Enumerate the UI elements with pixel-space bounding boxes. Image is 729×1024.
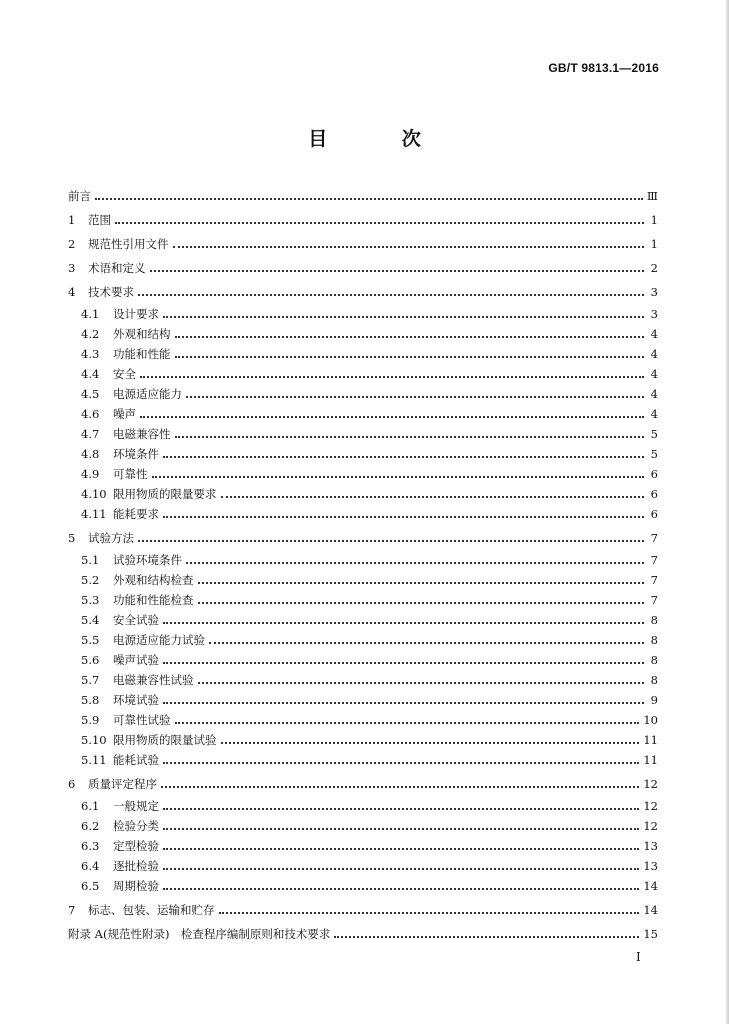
toc-entry[interactable] (81, 670, 658, 690)
dot-leader (198, 581, 645, 584)
toc-entry[interactable] (81, 550, 658, 570)
toc-entry-page: 4 (650, 327, 658, 341)
toc-entry-number: 4.6 (81, 407, 100, 421)
toc-entry-page: 14 (643, 903, 658, 917)
toc-entry-title: 电磁兼容性 (113, 427, 171, 441)
toc-entry[interactable] (68, 924, 658, 944)
toc-entry[interactable] (81, 444, 658, 464)
toc-entry-page: 11 (643, 753, 658, 767)
toc-entry-page: 3 (650, 285, 658, 299)
dot-leader (152, 475, 645, 478)
toc-entry[interactable] (81, 630, 658, 650)
dot-leader (163, 661, 644, 664)
toc-entry[interactable] (81, 344, 658, 364)
toc-entry-title: 外观和结构检查 (113, 573, 194, 587)
toc-entry-number: 6.1 (81, 799, 100, 813)
toc-entry[interactable] (81, 304, 658, 324)
dot-leader (140, 415, 644, 418)
toc-entry-number: 4.1 (81, 307, 100, 321)
toc-entry-number: 6.5 (81, 879, 100, 893)
toc-entry-number: 5.4 (81, 613, 100, 627)
toc-entry-page: 8 (650, 613, 658, 627)
toc-entry[interactable] (81, 364, 658, 384)
toc-entry-number: 6.2 (81, 819, 100, 833)
toc-entry-number: 6.4 (81, 859, 100, 873)
toc-entry-title: 定型检验 (113, 839, 159, 853)
toc-entry-page: 10 (643, 713, 658, 727)
toc-entry-number: 4.4 (81, 367, 100, 381)
toc-entry-number: 5.10 (81, 733, 107, 747)
dot-leader (163, 515, 644, 518)
toc-entry-number: 5.2 (81, 573, 100, 587)
toc-entry-number: 5.6 (81, 653, 100, 667)
toc-entry[interactable] (81, 816, 658, 836)
toc-entry[interactable] (81, 404, 658, 424)
dot-leader (175, 335, 645, 338)
toc-entry-page: 12 (643, 799, 658, 813)
toc-entry-page: 4 (650, 407, 658, 421)
toc-entry-number: 4.2 (81, 327, 100, 341)
toc-entry-page: 1 (650, 213, 658, 227)
dot-leader (115, 221, 644, 224)
toc-entry-page: 7 (650, 553, 658, 567)
dot-leader (138, 293, 644, 296)
toc-entry-page: 12 (643, 819, 658, 833)
toc-entry[interactable] (81, 464, 658, 484)
toc-entry-title: 可靠性 (113, 467, 148, 481)
toc-entry-page: 7 (650, 593, 658, 607)
toc-entry-page: 5 (650, 427, 658, 441)
toc-entry-title: 能耗试验 (113, 753, 159, 767)
toc-entry[interactable] (81, 650, 658, 670)
dot-leader (95, 197, 643, 200)
toc-entry-number: 5.8 (81, 693, 100, 707)
toc-entry-title: 试验方法 (88, 531, 134, 545)
dot-leader (173, 245, 645, 248)
toc-entry-number: 5 (68, 531, 76, 545)
toc-entry[interactable] (68, 774, 658, 794)
toc-entry-number: 4.5 (81, 387, 100, 401)
toc-entry-page: 8 (650, 673, 658, 687)
dot-leader (334, 935, 639, 938)
toc-entry-page: 14 (643, 879, 658, 893)
dot-leader (163, 847, 639, 850)
toc-entry-page: 8 (650, 653, 658, 667)
dot-leader (161, 785, 639, 788)
toc-entry-title: 限用物质的限量试验 (113, 733, 217, 747)
toc-entry-page: 9 (650, 693, 658, 707)
toc-entry-title: 附录 A(规范性附录) 检查程序编制原则和技术要求 (68, 927, 331, 941)
dot-leader (175, 355, 645, 358)
toc-entry-page: 7 (650, 573, 658, 587)
toc-entry-number: 5.1 (81, 553, 100, 567)
toc-entry-page: 13 (643, 859, 658, 873)
dot-leader (198, 601, 645, 604)
toc-entry-title: 术语和定义 (88, 261, 146, 275)
dot-leader (163, 867, 639, 870)
toc-entry-number: 4.3 (81, 347, 100, 361)
toc-entry-page: Ⅲ (646, 189, 658, 203)
toc-entry-page: 1 (650, 237, 658, 251)
toc-entry[interactable] (81, 590, 658, 610)
toc-entry-number: 7 (68, 903, 76, 917)
toc-entry-title: 电源适应能力试验 (113, 633, 205, 647)
toc-entry-page: 3 (650, 307, 658, 321)
page-title: 目 次 (308, 128, 455, 150)
dot-leader (163, 701, 644, 704)
toc-entry-page: 2 (650, 261, 658, 275)
toc-entry-title: 逐批检验 (113, 859, 159, 873)
dot-leader (163, 827, 639, 830)
toc-entry-title: 功能和性能 (113, 347, 171, 361)
toc-entry-number: 6.3 (81, 839, 100, 853)
toc-entry-page: 6 (650, 487, 658, 501)
toc-entry-title: 设计要求 (113, 307, 159, 321)
toc-entry[interactable] (68, 900, 658, 920)
toc-entry[interactable] (81, 570, 658, 590)
toc-entry-title: 环境条件 (113, 447, 159, 461)
toc-entry[interactable] (81, 324, 658, 344)
dot-leader (186, 395, 644, 398)
toc-entry[interactable] (81, 730, 658, 750)
toc-entry-number: 4.9 (81, 467, 100, 481)
toc-entry[interactable] (81, 424, 658, 444)
toc-entry-title: 噪声试验 (113, 653, 159, 667)
toc-entry-page: 4 (650, 347, 658, 361)
toc-entry-page: 11 (643, 733, 658, 747)
toc-entry-title: 范围 (88, 213, 111, 227)
toc-entry-title: 外观和结构 (113, 327, 171, 341)
toc-entry-title: 环境试验 (113, 693, 159, 707)
toc-entry[interactable] (81, 484, 658, 504)
toc-entry-number: 4.8 (81, 447, 100, 461)
toc-entry-title: 规范性引用文件 (88, 237, 169, 251)
toc-entry-number: 4.7 (81, 427, 100, 441)
toc-entry-title: 前言 (68, 189, 91, 203)
dot-leader (163, 621, 644, 624)
toc-entry-page: 6 (650, 507, 658, 521)
toc-entry-title: 周期检验 (113, 879, 159, 893)
toc-entry[interactable] (81, 710, 658, 730)
dot-leader (150, 269, 645, 272)
toc-entry-title: 质量评定程序 (88, 777, 157, 791)
dot-leader (221, 495, 645, 498)
toc-entry[interactable] (81, 384, 658, 404)
toc-entry-page: 7 (650, 531, 658, 545)
toc-entry[interactable] (68, 186, 658, 206)
toc-entry-title: 噪声 (113, 407, 136, 421)
dot-leader (219, 911, 640, 914)
toc-entry-page: 6 (650, 467, 658, 481)
toc-entry-title: 限用物质的限量要求 (113, 487, 217, 501)
toc-entry-number: 5.5 (81, 633, 100, 647)
standard-number: GB/T 9813.1—2016 (548, 61, 659, 75)
toc-entry-title: 可靠性试验 (113, 713, 171, 727)
toc-entry-page: 8 (650, 633, 658, 647)
page-number: I (636, 950, 641, 964)
toc-entry-number: 4 (68, 285, 76, 299)
toc-entry-title: 电磁兼容性试验 (113, 673, 194, 687)
dot-leader (209, 641, 644, 644)
toc-entry[interactable] (81, 836, 658, 856)
toc-entry-title: 电源适应能力 (113, 387, 182, 401)
toc-entry-title: 标志、包装、运输和贮存 (88, 903, 215, 917)
toc-entry-number: 3 (68, 261, 76, 275)
toc-entry-title: 技术要求 (88, 285, 134, 299)
toc-entry-number: 2 (68, 237, 76, 251)
toc-entry[interactable] (81, 750, 658, 770)
dot-leader (163, 807, 639, 810)
toc-entry-page: 4 (650, 387, 658, 401)
toc-entry[interactable] (81, 796, 658, 816)
toc-entry[interactable] (68, 210, 658, 230)
toc-entry-number: 4.11 (81, 507, 107, 521)
toc-entry-title: 检验分类 (113, 819, 159, 833)
dot-leader (138, 539, 644, 542)
toc-entry-number: 5.9 (81, 713, 100, 727)
dot-leader (198, 681, 645, 684)
dot-leader (163, 455, 644, 458)
dot-leader (186, 561, 644, 564)
toc-entry-number: 5.11 (81, 753, 107, 767)
toc-entry[interactable] (68, 258, 658, 278)
toc-entry[interactable] (81, 856, 658, 876)
toc-entry-number: 1 (68, 213, 76, 227)
dot-leader (175, 435, 645, 438)
dot-leader (221, 741, 640, 744)
toc-entry[interactable] (81, 504, 658, 524)
dot-leader (140, 375, 644, 378)
toc-entry[interactable] (81, 876, 658, 896)
toc-entry-number: 5.3 (81, 593, 100, 607)
toc-entry[interactable] (81, 610, 658, 630)
toc-entry[interactable] (68, 282, 658, 302)
toc-entry[interactable] (68, 528, 658, 548)
toc-entry-number: 6 (68, 777, 76, 791)
toc-entry-title: 安全试验 (113, 613, 159, 627)
dot-leader (163, 761, 639, 764)
toc-entry[interactable] (81, 690, 658, 710)
toc-entry-title: 试验环境条件 (113, 553, 182, 567)
toc-entry-title: 安全 (113, 367, 136, 381)
toc-entry-page: 4 (650, 367, 658, 381)
toc-entry-page: 12 (643, 777, 658, 791)
dot-leader (175, 721, 640, 724)
toc-entry-title: 能耗要求 (113, 507, 159, 521)
toc-entry-number: 5.7 (81, 673, 100, 687)
toc-entry-page: 13 (643, 839, 658, 853)
dot-leader (163, 887, 639, 890)
toc-entry[interactable] (68, 234, 658, 254)
toc-entry-title: 功能和性能检查 (113, 593, 194, 607)
toc-entry-page: 15 (643, 927, 658, 941)
toc-entry-number: 4.10 (81, 487, 107, 501)
toc-entry-title: 一般规定 (113, 799, 159, 813)
toc-entry-page: 5 (650, 447, 658, 461)
dot-leader (163, 315, 644, 318)
